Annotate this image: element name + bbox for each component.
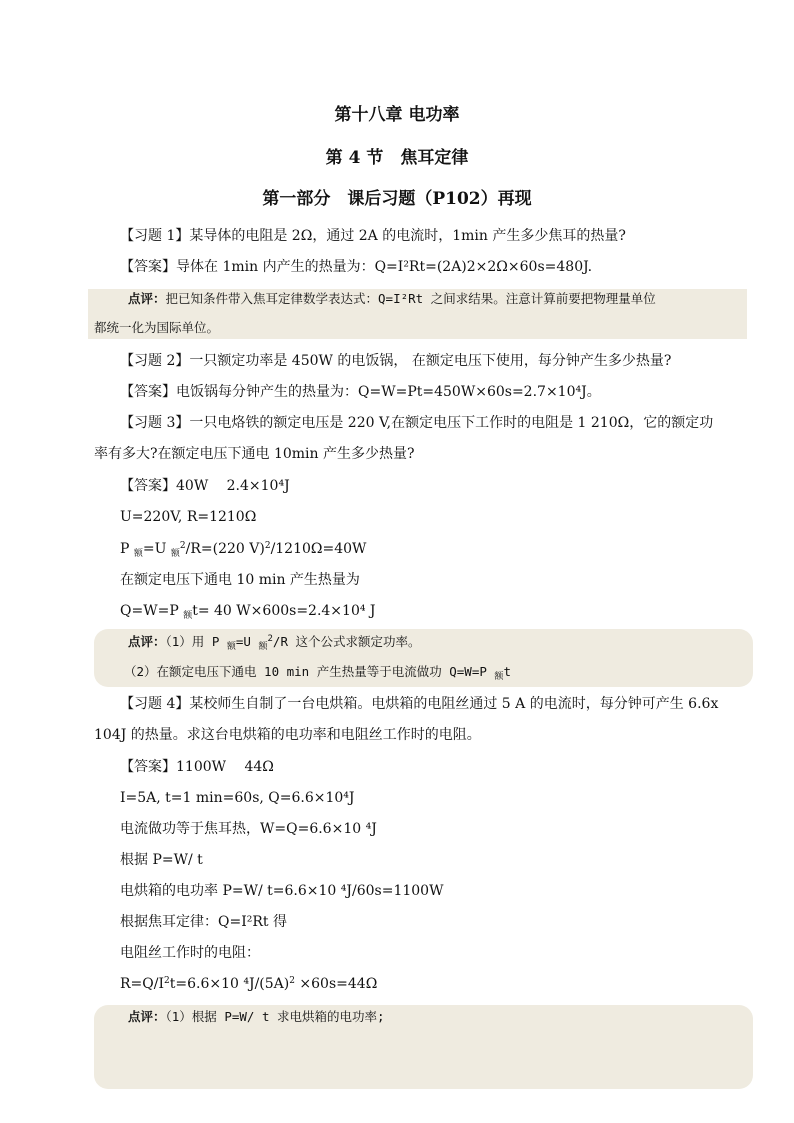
exercise-4-step-1: I=5A, t=1 min=60s, Q=6.6×10⁴J <box>120 790 355 806</box>
exercise-1-question: 【习题 1】某导体的电阻是 2Ω，通过 2A 的电流时，1min 产生多少焦耳的热量? <box>120 228 626 244</box>
exercise-3-step-2: P $_额$=U $_额^2$/R=(220 V)$^2$/1210Ω=40W <box>120 541 367 559</box>
exercise-4-step-6: 电阻丝工作时的电阻： <box>120 945 260 961</box>
exercise-4-step-3: 根据 P=W/ t <box>120 852 203 868</box>
exercise-4-step-7: $R=Q/I^2t=6.6\times 10$ $^4J/(5A)^2 \times 60s=44\Omega$ <box>120 976 378 992</box>
exercise-4-step-2: 电流做功等于焦耳热，W=Q=6.6×10 ⁴J <box>120 821 377 837</box>
comment-text: 把已知条件带入焦耳定律数学表达式：Q=I²Rt 之间求结果。注意计算前要把物理量单位 <box>165 291 656 306</box>
exercise-4-step-4: 电烘箱的电功率 P=W/ t=6.6×10 ⁴J/60s=1100W <box>120 883 444 899</box>
exercise-3-step-4: Q=W=P $_额$t= 40 W×600s=2.4×10⁴ J <box>120 603 376 621</box>
exercise-4-question-line-2: 104J 的热量。求这台电烘箱的电功率和电阻丝工作时的电阻。 <box>94 727 481 743</box>
exercise-3-question-line-1: 【习题 3】一只电烙铁的额定电压是 220 V,在额定电压下工作时的电阻是 1 210Ω，它的额定功 <box>120 415 714 431</box>
exercise-1-comment-line-2: 都统一化为国际单位。 <box>94 320 220 335</box>
exercise-3-comment-line-2: （2）在额定电压下通电 10 min 产生热量等于电流做功 Q=W=P $_额$t <box>124 664 511 682</box>
exercise-3-step-1: U=220V, R=1210Ω <box>120 509 257 525</box>
exercise-2-question: 【习题 2】一只额定功率是 450W 的电饭锅， 在额定电压下使用，每分钟产生多少热量? <box>120 353 672 369</box>
exercise-4-question-line-1: 【习题 4】某校师生自制了一台电烘箱。电烘箱的电阻丝通过 5 A 的电流时，每分钟可产生 6.6x <box>120 696 719 712</box>
exercise-3-answer: 【答案】40W 2.4×10⁴J <box>120 478 290 494</box>
comment-label: 点评： <box>128 291 166 306</box>
exercise-2-answer: 【答案】电饭锅每分钟产生的热量为：Q=W=Pt=450W×60s=2.7×10⁴J。 <box>120 384 601 400</box>
exercise-3-step-3: 在额定电压下通电 10 min 产生热量为 <box>120 572 360 588</box>
part-title: 第一部分 课后习题（P102）再现 <box>262 189 532 209</box>
exercise-1-answer: 【答案】导体在 1min 内产生的热量为：Q=I²Rt=(2A)2×2Ω×60s=480J. <box>120 259 593 275</box>
exercise-4-answer: 【答案】1100W 44Ω <box>120 759 274 775</box>
comment-label: 点评： <box>128 634 166 649</box>
comment-label: 点评： <box>128 1009 166 1024</box>
exercise-3-comment-line-1: 点评：（1）用 P $_额$=U $_额^2$/R 这个公式求额定功率。 <box>128 634 421 652</box>
exercise-1-comment-line-1 <box>128 291 656 307</box>
exercise-4-step-5: 根据焦耳定律：Q=I²Rt 得 <box>120 914 287 930</box>
exercise-4-comment-line-1: 点评：（1）根据 P=W/ t 求电烘箱的电功率; <box>128 1009 385 1024</box>
section-title: 第 4 节 焦耳定律 <box>325 148 469 168</box>
chapter-title: 第十八章 电功率 <box>334 105 460 125</box>
exercise-3-question-line-2: 率有多大?在额定电压下通电 10min 产生多少热量? <box>94 446 415 462</box>
